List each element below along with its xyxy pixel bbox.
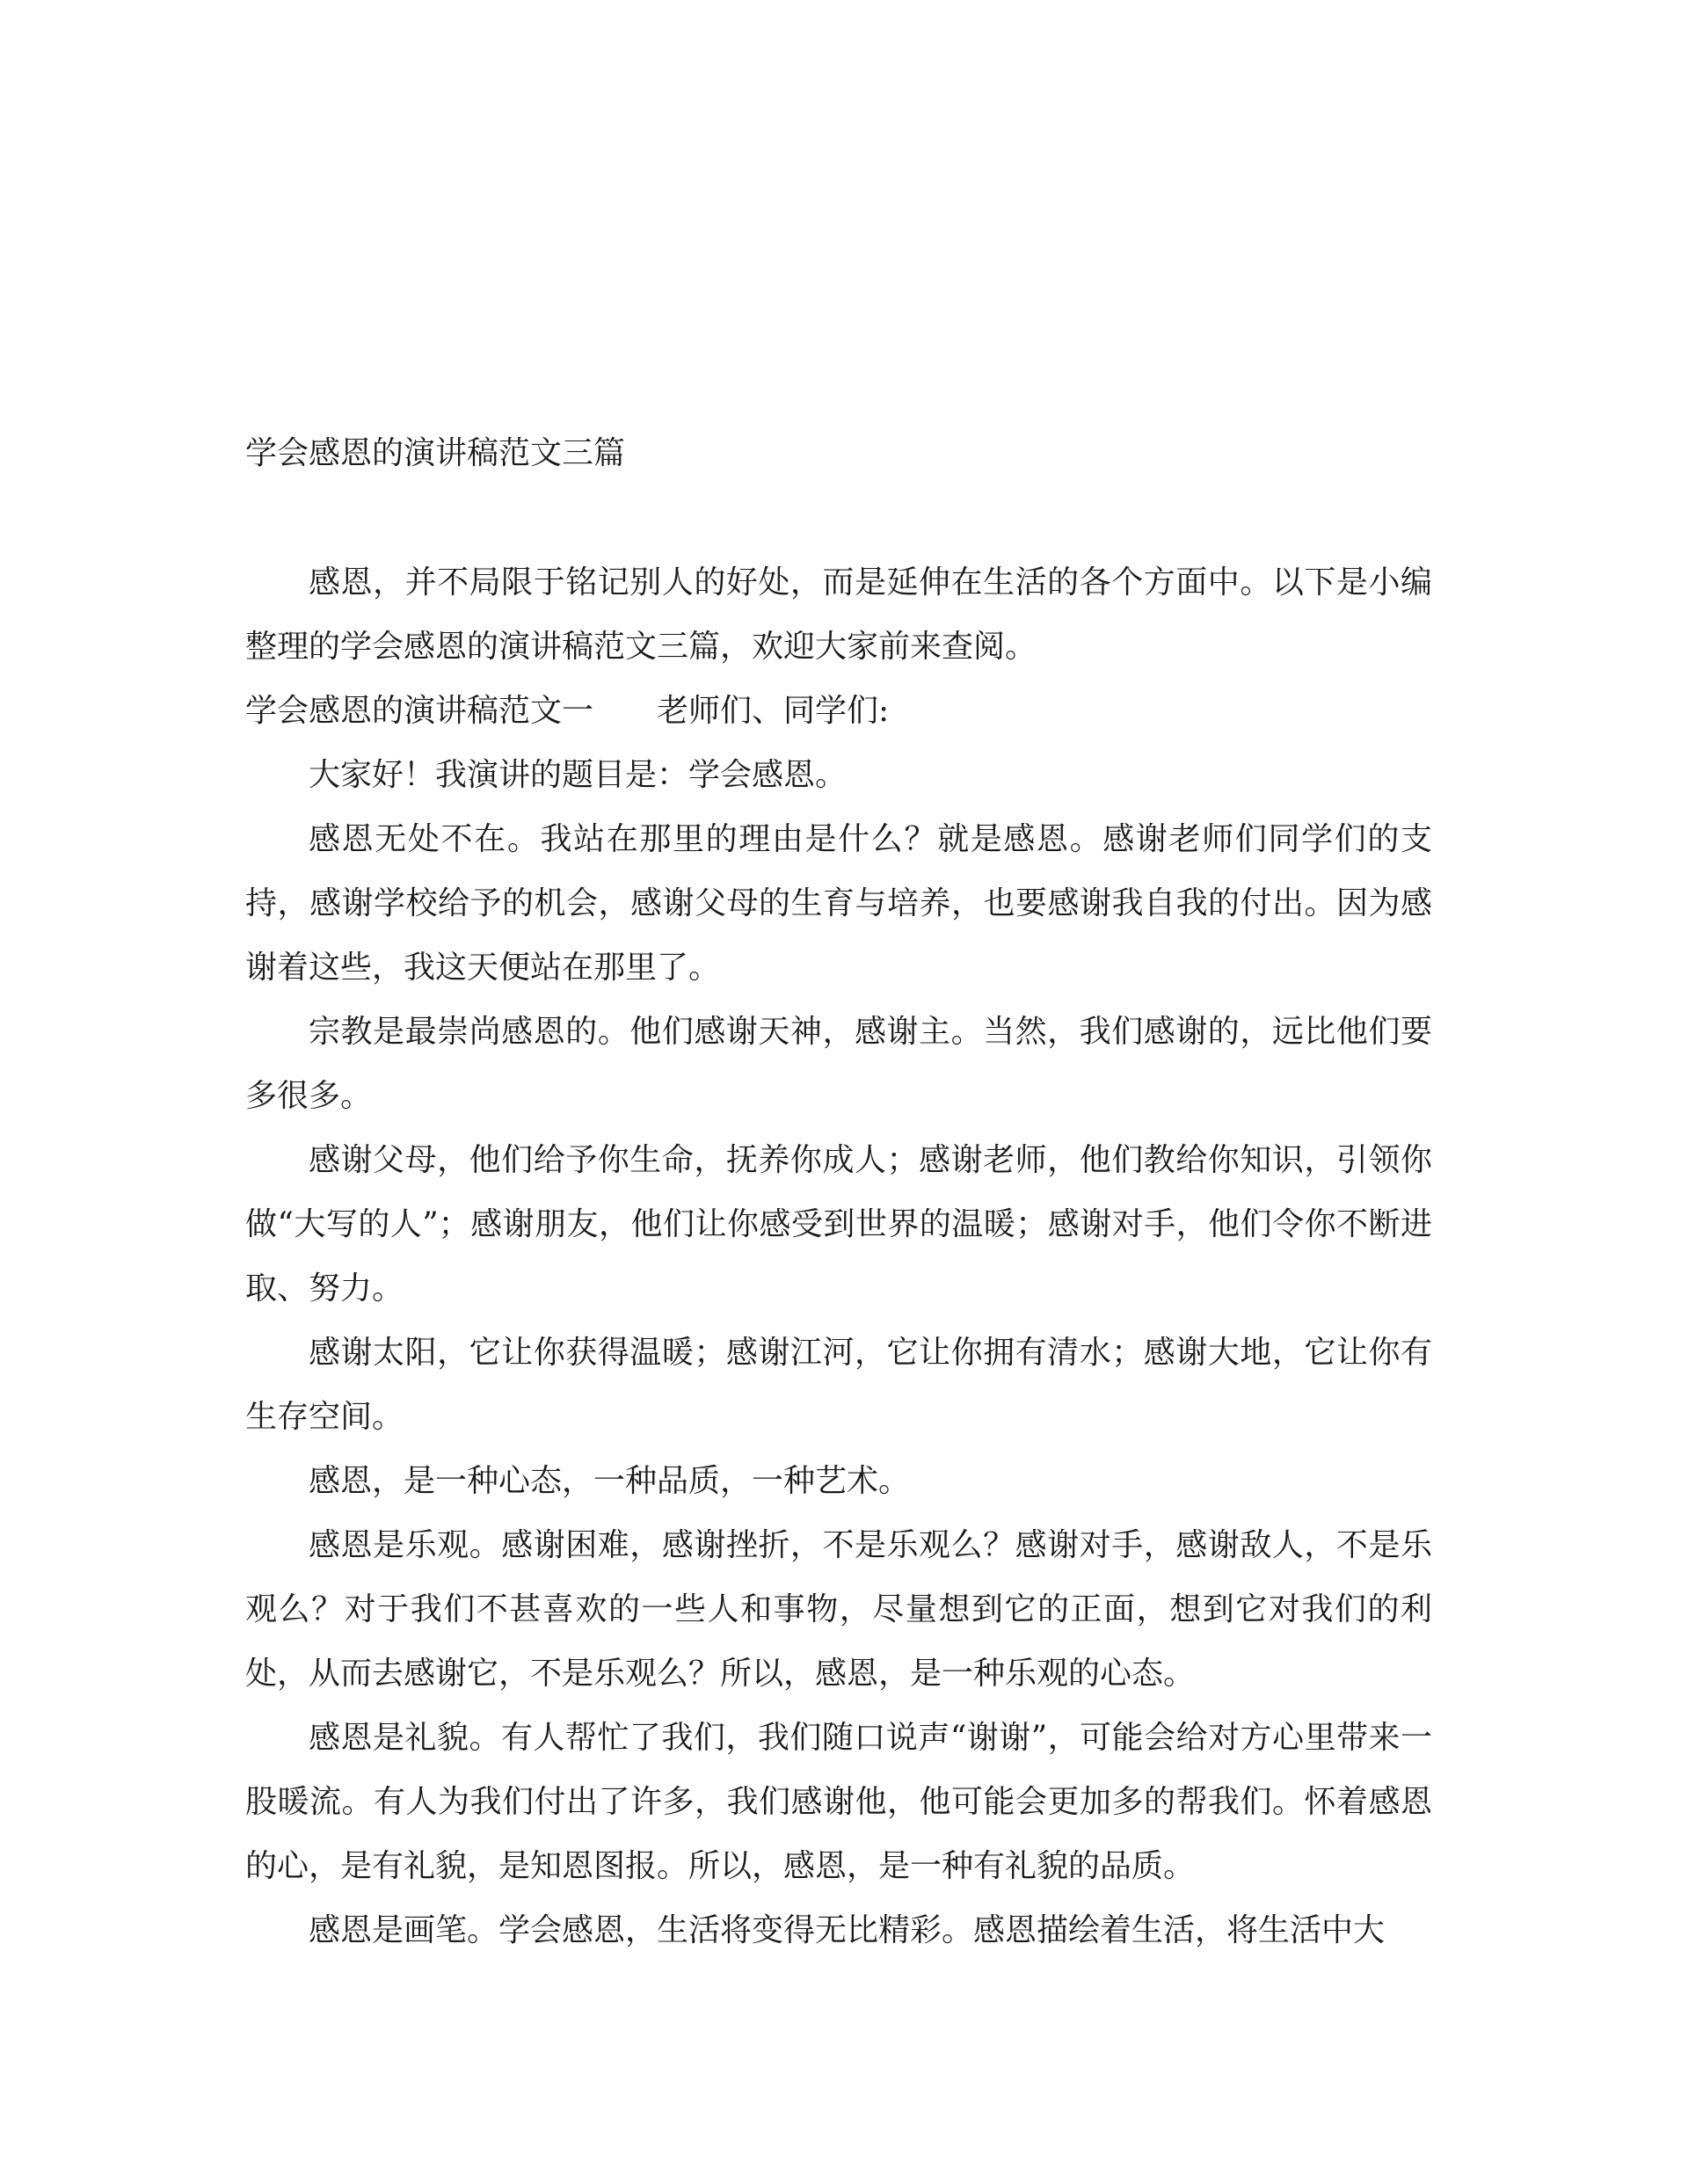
paragraph-optimism: 感恩是乐观。感谢困难，感谢挫折，不是乐观么？感谢对手，感谢敌人，不是乐观么？对于我们不甚喜欢的一些人和事物，尽量想到它的正面，想到它对我们的利处，从而去感谢它，不是乐观么？所以，感恩，是一种乐观的心态。 [245, 1527, 1432, 1692]
paragraph-gratitude-definition: 感恩，是一种心态，一种品质，一种艺术。 [309, 1463, 911, 1499]
paragraph-paintbrush: 感恩是画笔。学会感恩，生活将变得无比精彩。感恩描绘着生活，将生活中大 [309, 1912, 1386, 1948]
paragraph-thank-people: 感谢父母，他们给予你生命，抚养你成人；感谢老师，他们教给你知识，引领你做“大写的人”；感谢朋友，他们让你感受到世界的温暖；感谢对手，他们令你不断进取、努力。 [245, 1142, 1432, 1307]
paragraph-religion: 宗教是最崇尚感恩的。他们感谢天神，感谢主。当然，我们感谢的，远比他们要多很多。 [245, 1014, 1432, 1114]
paragraph-courtesy: 感恩是礼貌。有人帮忙了我们，我们随口说声“谢谢”，可能会给对方心里带来一股暖流。有人为我们付出了许多，我们感谢他，他可能会更加多的帮我们。怀着感恩的心，是有礼貌，是知恩图报。所以，感恩，是一种有礼貌的品质。 [245, 1720, 1432, 1884]
document-body [245, 431, 1432, 1962]
paragraph-greeting: 大家好！我演讲的题目是：学会感恩。 [309, 757, 848, 793]
section-heading: 学会感恩的演讲稿范文一 [245, 693, 594, 729]
paragraph-gratitude-everywhere: 感恩无处不在。我站在那里的理由是什么？就是感恩。感谢老师们同学们的支持，感谢学校给予的机会，感谢父母的生育与培养，也要感谢我自我的付出。因为感谢着这些，我这天便站在那里了。 [245, 821, 1432, 986]
salutation: 老师们、同学们: [657, 693, 890, 729]
document-title: 学会感恩的演讲稿范文三篇 [245, 435, 626, 471]
intro-paragraph: 感恩，并不局限于铭记别人的好处，而是延伸在生活的各个方面中。以下是小编整理的学会感恩的演讲稿范文三篇，欢迎大家前来查阅。 [245, 564, 1432, 665]
paragraph-thank-nature: 感谢太阳，它让你获得温暖；感谢江河，它让你拥有清水；感谢大地，它让你有生存空间。 [245, 1335, 1432, 1435]
section-heading-line [245, 679, 1432, 743]
